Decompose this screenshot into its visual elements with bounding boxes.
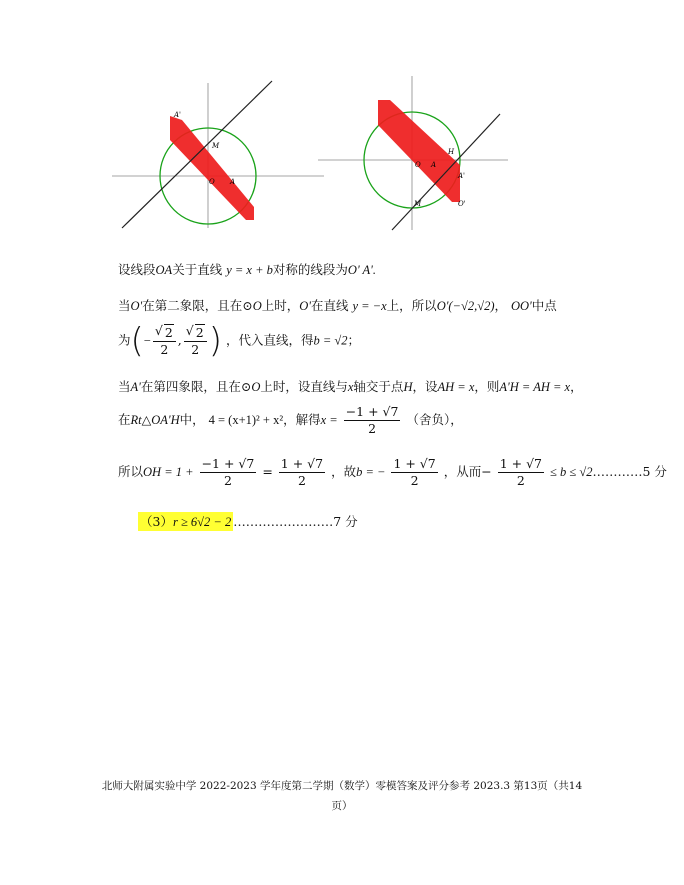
figure-left [112, 78, 324, 230]
label-m: M [212, 142, 220, 150]
text-line-3: 为(− √ $\frac{2}{2}$ , √ $\frac{2}{2}$ ) ，代入直线，得b = √2； [118, 324, 360, 358]
text-line-7: （3）r ≥ 6√2 − 2 ……………………7 分 [140, 514, 358, 529]
page-footer: 北师大附属实验中学 2022-2023 学年度第二学期（数学）零模答案及评分参考 2023.3 第13页（共14 页） [101, 780, 583, 812]
fraction: $\frac{-1 + √7}{2}$ [345, 404, 399, 436]
label-h: H [448, 148, 455, 156]
text-line-1: 设线段OA关于直线 y = x + b对称的线段为O' A'. [118, 262, 376, 277]
highlighted-answer: （3）r ≥ 6√2 − 2 [140, 514, 232, 529]
label-o: O [415, 161, 421, 169]
text-line-6: 所以OH = 1 + $\frac{-1 + √7}{2}$ = $\frac{1 + √7}{2}$ ，故b = − $\frac{1 + √7}{2}$ ，从而− $\frac{1 + √7}{2}$ ≤ b ≤ √2…………5 分 [118, 456, 667, 488]
text-line-2: 当O'在第二象限，且在⊙O上时，O'在直线 y = −x上，所以O'(−√2,√2)， OO'中点 [118, 298, 557, 313]
fraction: $\frac{1 + √7}{2}$ [280, 456, 324, 488]
fraction: $\frac{-1 + √7}{2}$ [201, 456, 255, 488]
label-a: A [431, 161, 437, 169]
label-o: O [209, 178, 215, 186]
fraction: √ $\frac{2}{2}$ [184, 325, 207, 358]
label-a-prime: A' [174, 111, 181, 119]
label-o-prime: O' [458, 200, 466, 208]
label-m: M [414, 200, 422, 208]
fraction: $\frac{1 + √7}{2}$ [393, 456, 436, 488]
figure-right [318, 72, 508, 232]
text-line-5: 在Rt△OA'H中， 4 = (x+1)² + x²，解得x = $\frac{-1 + √7}{2}$ （舍负）， [118, 404, 463, 436]
fraction: $\frac{1 + √7}{2}$ [499, 456, 542, 488]
label-a-prime: A' [458, 172, 465, 180]
label-a: A [230, 178, 236, 186]
text-line-4: 当A'在第四象限，且在⊙O上时，设直线与x轴交于点H，设AH = x，则A'H = AH = x， [118, 379, 583, 394]
fraction: √ $\frac{2}{2}$ [153, 325, 176, 358]
